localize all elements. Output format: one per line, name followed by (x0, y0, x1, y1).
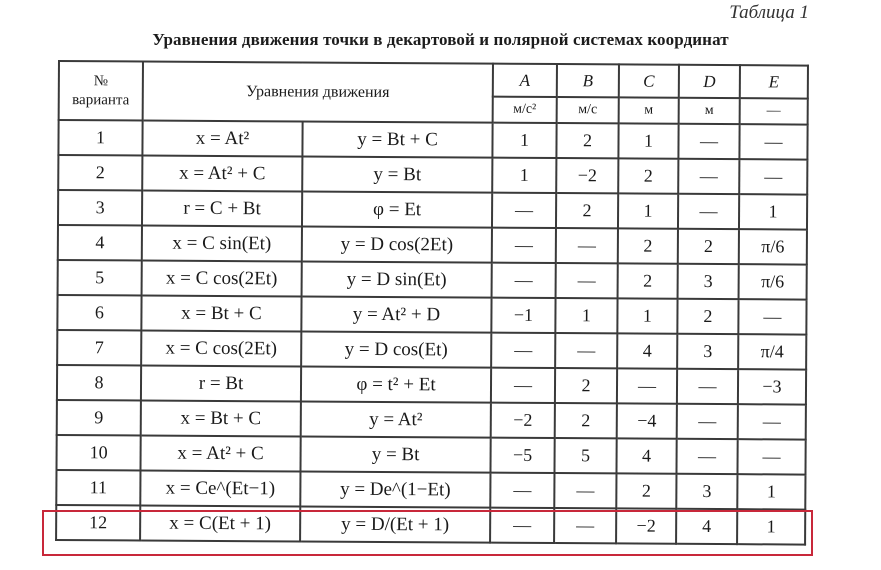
value-a: — (492, 193, 556, 228)
variant-number: 4 (58, 225, 142, 261)
table-row (58, 225, 807, 265)
value-a: — (490, 508, 554, 543)
equation-y: y = De^(1−Et) (300, 471, 490, 507)
equation-x: r = C + Bt (142, 191, 302, 227)
value-d: — (678, 159, 739, 194)
value-b: 2 (555, 403, 617, 438)
variant-number: 2 (58, 155, 142, 191)
value-b: — (555, 333, 617, 368)
variant-number: 3 (58, 190, 142, 226)
value-a: −1 (491, 298, 555, 333)
value-e: π/6 (739, 264, 807, 299)
value-d: 2 (678, 229, 739, 264)
equation-y: y = D/(Et + 1) (300, 506, 490, 542)
equation-y: y = Bt + C (302, 121, 492, 157)
table-row (57, 330, 806, 370)
value-b: 1 (555, 298, 617, 333)
value-d: 3 (677, 334, 738, 369)
equation-x: x = C cos(2Et) (142, 261, 302, 297)
param-header-e: E (740, 65, 808, 98)
value-e: — (739, 159, 807, 194)
value-b: — (554, 473, 616, 508)
table-caption: Таблица 1 (729, 2, 809, 23)
table-row (58, 260, 807, 300)
table-row (56, 470, 805, 510)
value-d: 2 (677, 299, 738, 334)
table-row (58, 190, 807, 230)
value-c: 2 (618, 158, 678, 193)
table-row (57, 400, 806, 440)
value-b: — (556, 228, 618, 263)
equation-x: x = Bt + C (141, 296, 301, 332)
variant-number: 1 (58, 120, 142, 156)
value-a: — (492, 228, 556, 263)
value-c: −2 (616, 508, 676, 543)
equation-x: x = At² (142, 121, 302, 157)
equation-x: x = Bt + C (141, 401, 301, 437)
value-e: −3 (738, 369, 806, 404)
equation-y: φ = t² + Et (301, 366, 491, 402)
value-e: — (738, 299, 806, 334)
value-c: 4 (616, 438, 676, 473)
value-e: — (738, 404, 806, 439)
value-c: 2 (616, 473, 676, 508)
variant-number: 6 (57, 295, 141, 331)
equation-x: r = Bt (141, 366, 301, 402)
value-e: — (737, 439, 805, 474)
value-c: 2 (618, 263, 678, 298)
equation-x: x = C sin(Et) (142, 226, 302, 262)
variant-number: 11 (56, 470, 140, 506)
variant-number: 8 (57, 365, 141, 401)
unit-b: м/с (557, 97, 619, 123)
unit-c: м (619, 97, 679, 123)
equation-y: y = At² + D (301, 296, 491, 332)
value-c: — (617, 368, 677, 403)
value-b: 2 (556, 193, 618, 228)
param-header-c: C (619, 64, 679, 97)
equations-header: Уравнения движения (143, 62, 493, 123)
value-d: — (677, 369, 738, 404)
value-d: — (677, 404, 738, 439)
unit-a: м/с² (493, 97, 557, 123)
variant-number: 5 (58, 260, 142, 296)
value-c: 1 (617, 298, 677, 333)
table-row (57, 365, 806, 405)
variant-number: 10 (56, 435, 140, 471)
value-b: 5 (554, 438, 616, 473)
variant-header: № варианта (59, 61, 143, 121)
value-e: π/4 (738, 334, 806, 369)
equation-x: x = At² + C (140, 436, 300, 472)
value-b: — (556, 263, 618, 298)
param-header-a: A (493, 64, 557, 97)
value-d: — (678, 124, 739, 159)
equation-y: y = Bt (302, 156, 492, 192)
value-c: 1 (618, 193, 678, 228)
value-d: — (678, 194, 739, 229)
value-d: 3 (678, 264, 739, 299)
value-e: 1 (737, 509, 805, 544)
table-row (58, 120, 807, 160)
equation-y: φ = Et (302, 191, 492, 227)
value-a: −2 (491, 403, 555, 438)
value-e: — (739, 124, 807, 159)
variant-number: 12 (56, 505, 140, 541)
equation-y: y = D cos(2Et) (302, 226, 492, 262)
equation-y: y = Bt (300, 436, 490, 472)
table-row (57, 295, 806, 335)
equation-x: x = At² + C (142, 156, 302, 192)
equations-table (55, 60, 809, 546)
variant-number: 9 (57, 400, 141, 436)
value-e: 1 (739, 194, 807, 229)
value-d: 3 (676, 474, 737, 509)
equation-x: x = C cos(2Et) (141, 331, 301, 367)
value-c: −4 (617, 403, 677, 438)
value-d: 4 (676, 509, 737, 544)
value-e: 1 (737, 474, 805, 509)
value-c: 1 (618, 123, 678, 158)
variant-number: 7 (57, 330, 141, 366)
value-a: — (491, 333, 555, 368)
value-a: — (490, 473, 554, 508)
value-a: — (492, 263, 556, 298)
value-b: 2 (555, 368, 617, 403)
value-d: — (676, 439, 737, 474)
equation-x: x = C(Et + 1) (140, 506, 300, 542)
equation-x: x = Ce^(Et−1) (140, 471, 300, 507)
unit-d: м (679, 98, 740, 124)
value-b: −2 (556, 158, 618, 193)
param-header-b: B (557, 64, 619, 97)
table-row (58, 155, 807, 195)
value-a: −5 (490, 438, 554, 473)
equation-y: y = At² (301, 401, 491, 437)
value-c: 4 (617, 333, 677, 368)
table-row (56, 435, 805, 475)
value-b: 2 (556, 123, 618, 158)
row-12-highlight-frame (42, 510, 813, 556)
equation-y: y = D sin(Et) (302, 261, 492, 297)
unit-e: — (740, 98, 808, 124)
value-a: — (491, 368, 555, 403)
value-a: 1 (492, 158, 556, 193)
param-header-d: D (679, 65, 740, 98)
value-e: π/6 (739, 229, 807, 264)
value-b: — (554, 508, 616, 543)
value-c: 2 (618, 228, 678, 263)
table-title: Уравнения движения точки в декартовой и полярной системах координат (152, 30, 729, 49)
equation-y: y = D cos(Et) (301, 331, 491, 367)
value-a: 1 (492, 123, 556, 158)
